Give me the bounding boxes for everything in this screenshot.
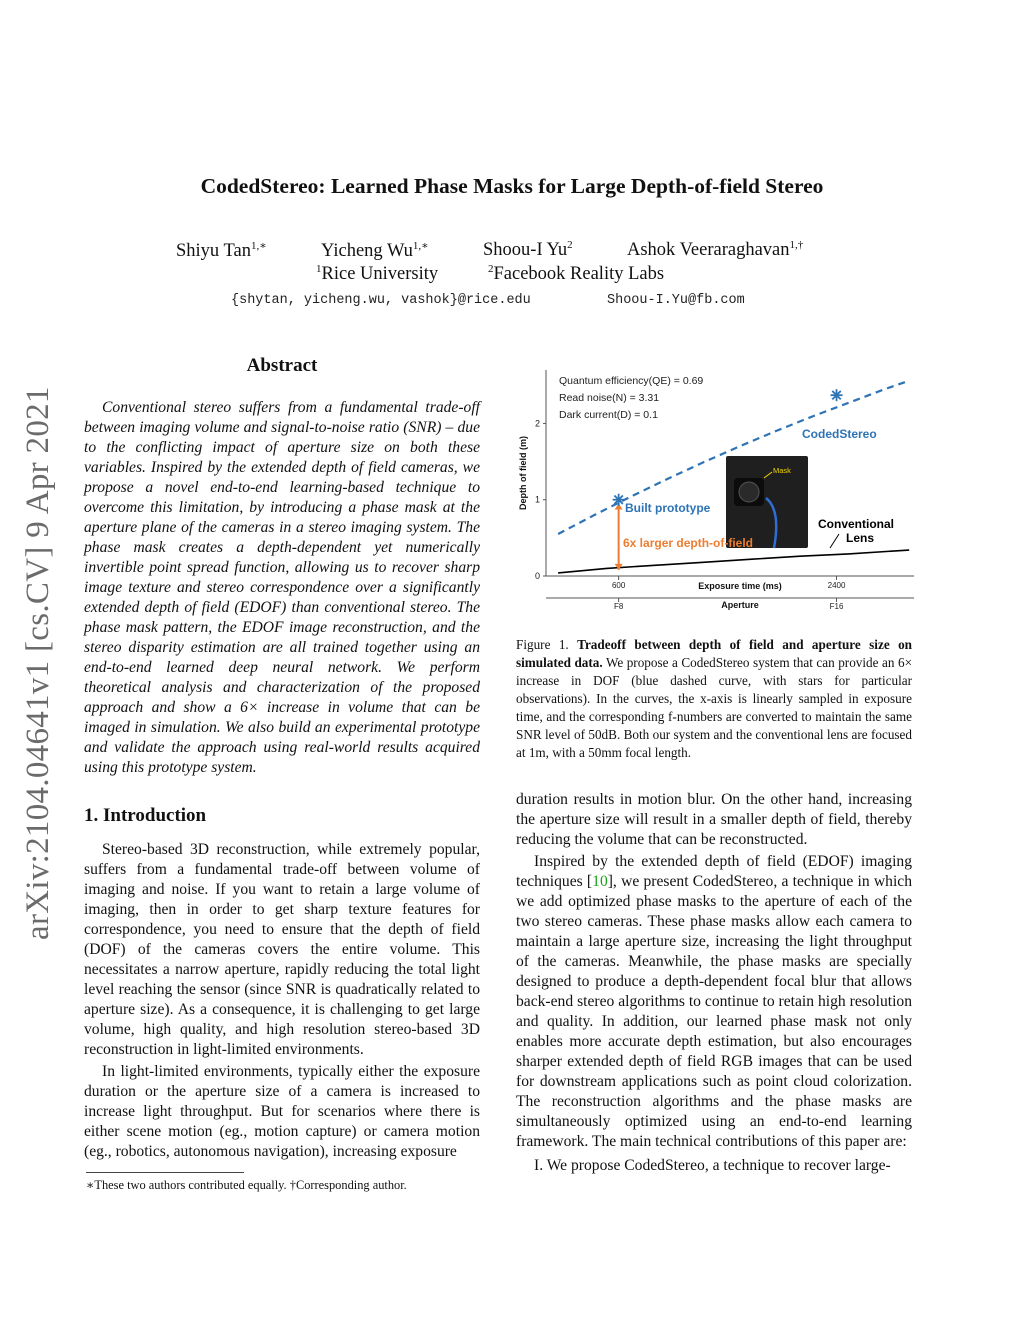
conventional-pointer bbox=[830, 534, 839, 548]
figure-1-chart bbox=[516, 360, 920, 616]
y-tick-label-2: 2 bbox=[534, 418, 540, 429]
conventional-annotation-2: Lens bbox=[846, 531, 875, 545]
figure-1-caption: Figure 1. Tradeoff between depth of field and aperture size on simulated data. We propose a CodedStereo system that can provide an 6× increase in DOF (blue dashed curve, with stars for particular observations). In the curves, the x-axis is linearly sampled in exposure time, and the corresponding f-numbers are converted to maintain the same SNR level of 50dB. Both our system and the conventional lens are focused at 1m, with a 50mm focal length. bbox=[516, 637, 913, 760]
y-axis-label: Depth of field (m) bbox=[518, 436, 528, 510]
intro-heading: 1. Introduction bbox=[84, 805, 207, 826]
paper-title: CodedStereo: Learned Phase Masks for Large Depth-of-field Stereo bbox=[200, 174, 824, 198]
affiliation-1: $^1$Rice University bbox=[316, 263, 439, 285]
affiliation-2: $^2$Facebook Reality Labs bbox=[488, 263, 665, 285]
footnote-rule bbox=[86, 1172, 244, 1173]
contribution-item-1: I. We propose CodedStereo, a technique to recover large- bbox=[534, 1157, 891, 1174]
author-1: Shiyu Tan$^{1,∗}$ bbox=[176, 240, 267, 262]
abstract-heading: Abstract bbox=[246, 355, 318, 376]
author-2: Yicheng $Wu^{1,∗}$ bbox=[321, 240, 429, 262]
aperture-tick-label-0: F8 bbox=[613, 602, 624, 611]
intro-paragraph-1: Stereo-based 3D reconstruction, while extremely popular, suffers from a fundamental trade-off between volume of imaging and noise. If you want to retain a large volume of imaging, then in order to get sharp texture features for correspondence, you need to ensure that the depth of field (DOF) of the cameras covers the entire volume. This necessitates a narrow aperture, rapidly reducing the total light level reaching the sensor (since SNR is quadratically related to aperture size). As a consequence, it is challenging to get large volume, high quality, and high resolution stereo-based 3D reconstruction in light-limited environments. bbox=[84, 841, 480, 1058]
x-tick-label-1: 2400 bbox=[827, 581, 846, 590]
aperture-axis-label: Aperture bbox=[721, 600, 759, 610]
x-tick-label-0: 600 bbox=[611, 581, 626, 590]
arxiv-side-label: arXiv:2104.04641v1 [cs.CV] 9 Apr 2021 bbox=[20, 386, 56, 940]
aperture-tick-label-1: F16 bbox=[829, 602, 844, 611]
mask-label: Mask bbox=[773, 466, 791, 475]
footnote: ∗These two authors contributed equally. †Corresponding author. bbox=[86, 1178, 407, 1192]
chart-note-2: Dark current(D) = 0.1 bbox=[559, 409, 658, 421]
y-tick-label-1: 1 bbox=[534, 494, 540, 505]
abstract-text: Conventional stereo suffers from a fundamental trade-off between imaging volume and signal-to-noise ratio (SNR) – due to the conflicting impact of aperture size on both these variables. Inspired by the extended depth of field cameras, we propose a novel end-to-end learning-based technique to overcome this limitation, by introducing a phase mask at the aperture plane of the cameras in a stereo imaging system. The phase mask creates a depth-dependent yet numerically invertible point spread function, allowing us to recover sharp image texture and stereo correspondence over a significantly extended depth of field (EDOF) than conventional stereo. The phase mask pattern, the EDOF image reconstruction, and the stereo disparity estimation are all trained together using an end-to-end learned deep neural network. We perform theoretical analysis and characterization of the proposed approach and show a 6× increase in volume that can be imaged in simulation. We also build an experimental prototype and validate the approach using real-world results acquired using this prototype system. bbox=[84, 399, 480, 776]
citation-10[interactable]: 10 bbox=[592, 873, 608, 890]
conventional-annotation-1: Conventional bbox=[818, 517, 895, 531]
dof-annotation: 6x larger depth-of-field bbox=[623, 536, 754, 550]
intro-paragraph-2: In light-limited environments, typically either the exposure duration or the aperture size of a camera is increased to increase light throughput. But for scenarios where there is either scene motion (eg., motion capture) or camera motion (eg., robotics, autonomous navigation), increasing exposure bbox=[84, 1063, 480, 1160]
author-3: Shoou-I Yu$^2$ bbox=[483, 239, 573, 261]
prototype-lens bbox=[739, 482, 759, 502]
right-column bbox=[516, 790, 912, 1176]
chart-note-0: Quantum efficiency(QE) = 0.69 bbox=[559, 375, 704, 387]
chart-note-1: Read noise(N) = 3.31 bbox=[559, 392, 660, 404]
email-fb: Shoou-I.Yu@fb.com bbox=[607, 293, 745, 308]
series-line-conventional bbox=[558, 550, 909, 573]
email-rice: {shytan, yicheng.wu, vashok}@rice.edu bbox=[231, 293, 531, 308]
y-tick-label-0: 0 bbox=[534, 571, 540, 581]
codedstereo-annotation: CodedStereo bbox=[802, 427, 877, 441]
x-axis-label: Exposure time (ms) bbox=[698, 581, 782, 591]
left-column bbox=[84, 356, 480, 1162]
intro-paragraph-3: duration results in motion blur. On the other hand, increasing the aperture size will result in a smaller depth of field, thereby reducing the volume that can be reconstructed. bbox=[516, 791, 912, 848]
prototype-annotation: Built prototype bbox=[625, 501, 711, 515]
author-4: Ashok Veeraraghavan$^{1,\dagger}$ bbox=[627, 239, 804, 261]
intro-paragraph-4: Inspired by the extended depth of field (EDOF) imaging techniques [10], we present CodedStereo, a technique in which we add optimized phase masks to the aperture of each of the two stereo cameras. These phase masks allow each camera to maintain a large aperture size, increasing the light throughput of the cameras. Meanwhile, the phase masks are specially designed to produce a depth-dependent focal blur that allows back-end stereo algorithms to continue to retain high resolution and quality. In addition, our learned phase mask not only enables more accurate depth estimation, but also encourages sharper extended depth of field RGB images that can be used for downstream applications such as point cloud colorization. The reconstruction algorithms and the phase masks are simultaneously optimized using an end-to-end learning framework. The main technical contributions of this paper are: bbox=[516, 853, 912, 1150]
